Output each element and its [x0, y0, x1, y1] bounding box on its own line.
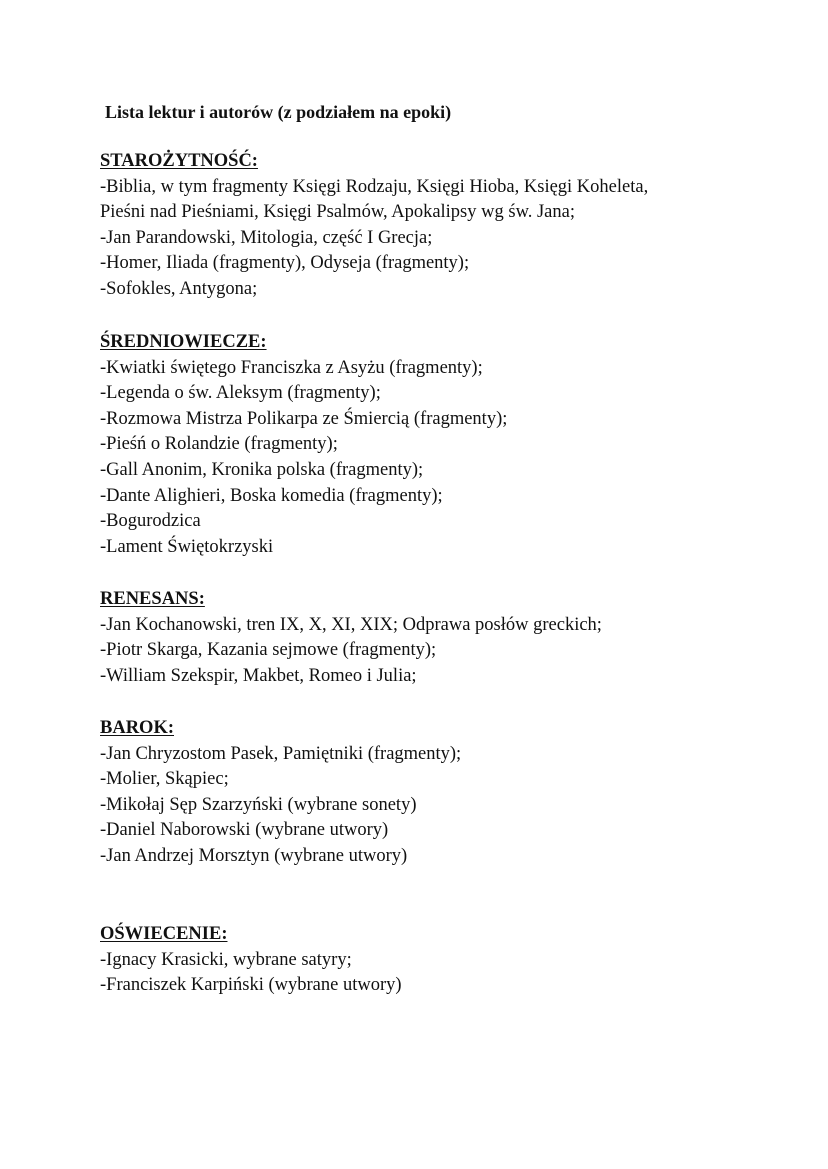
reading-list-item: -Lament Świętokrzyski — [100, 536, 274, 557]
reading-list-item: Pieśni nad Pieśniami, Księgi Psalmów, Apokalipsy wg św. Jana; — [100, 202, 575, 223]
epoch-heading: RENESANS: — [100, 589, 205, 609]
epoch-section — [100, 330, 507, 560]
reading-list-item: -Gall Anonim, Kronika polska (fragmenty); — [100, 459, 424, 480]
reading-list-item: -Legenda o św. Aleksym (fragmenty); — [100, 383, 381, 404]
reading-list-item: -Pieśń o Rolandzie (fragmenty); — [100, 434, 338, 455]
epoch-heading: BAROK: — [100, 718, 174, 738]
reading-list-item: -Daniel Naborowski (wybrane utwory) — [100, 820, 389, 841]
reading-list-item: -Bogurodzica — [100, 511, 201, 532]
reading-list-item: -Franciszek Karpiński (wybrane utwory) — [100, 975, 402, 996]
reading-list-item: -Jan Parandowski, Mitologia, część I Grecja; — [100, 227, 433, 248]
epoch-section — [100, 149, 648, 303]
reading-list-item: -Rozmowa Mistrza Polikarpa ze Śmiercią (fragmenty); — [100, 408, 508, 429]
epoch-heading: OŚWIECENIE: — [100, 924, 228, 944]
reading-list-item: -Dante Alighieri, Boska komedia (fragmenty); — [100, 485, 443, 506]
reading-list-item: -Piotr Skarga, Kazania sejmowe (fragmenty); — [100, 640, 437, 661]
reading-list-item: -Homer, Iliada (fragmenty), Odyseja (fragmenty); — [100, 253, 470, 274]
reading-list-item: -Jan Andrzej Morsztyn (wybrane utwory) — [100, 845, 408, 866]
reading-list-item: -Jan Kochanowski, tren IX, X, XI, XIX; Odprawa posłów greckich; — [100, 614, 602, 635]
document-title: Lista lektur i autorów (z podziałem na epoki) — [105, 102, 452, 122]
reading-list-item: -Mikołaj Sęp Szarzyński (wybrane sonety) — [100, 794, 417, 815]
reading-list-item: -Kwiatki świętego Franciszka z Asyżu (fragmenty); — [100, 357, 483, 378]
reading-list-item: -Biblia, w tym fragmenty Księgi Rodzaju, Księgi Hioba, Księgi Koheleta, — [100, 176, 649, 197]
reading-list-item: -Molier, Skąpiec; — [100, 769, 229, 790]
epoch-section — [100, 587, 602, 689]
reading-list-item: -Jan Chryzostom Pasek, Pamiętniki (fragmenty); — [100, 743, 462, 764]
epoch-heading: ŚREDNIOWIECZE: — [100, 332, 267, 352]
epoch-heading: STAROŻYTNOŚĆ: — [100, 151, 258, 171]
epoch-section — [100, 922, 402, 999]
reading-list-item: -Sofokles, Antygona; — [100, 278, 258, 299]
reading-list-item: -William Szekspir, Makbet, Romeo i Julia; — [100, 665, 417, 686]
reading-list-item: -Ignacy Krasicki, wybrane satyry; — [100, 949, 352, 970]
epoch-section — [100, 716, 461, 870]
